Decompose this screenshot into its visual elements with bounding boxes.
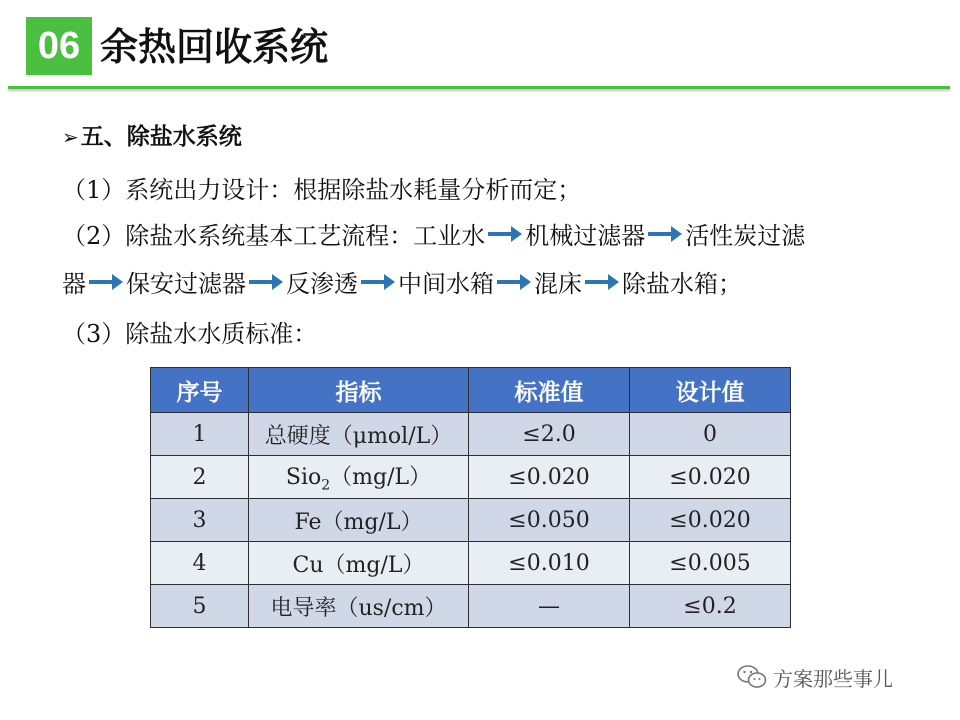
flow-arrow-icon <box>496 272 532 292</box>
item-text: 系统出力设计：根据除盐水耗量分析而定； <box>125 176 582 204</box>
cell-no: 1 <box>151 413 249 456</box>
table-row <box>151 456 791 499</box>
flow-arrow-icon <box>248 272 284 292</box>
table-header-row <box>151 368 791 413</box>
wechat-icon <box>737 664 767 690</box>
indicator-unit: （mg/L） <box>330 465 432 491</box>
table-row <box>151 499 791 542</box>
cell-standard: ≤0.050 <box>469 499 630 542</box>
column-header-standard: 标准值 <box>469 368 630 413</box>
flow-arrow-icon <box>487 224 523 244</box>
flow-step: 混床 <box>534 270 582 298</box>
indicator-subscript: 2 <box>321 477 331 494</box>
cell-no: 3 <box>151 499 249 542</box>
column-header-design: 设计值 <box>630 368 791 413</box>
arrow-bullet-icon: ➢ <box>62 125 79 149</box>
flow-step: 机械过滤器 <box>525 222 646 250</box>
column-header-indicator: 指标 <box>249 368 469 413</box>
cell-no: 2 <box>151 456 249 499</box>
table-row <box>151 542 791 585</box>
table-row <box>151 413 791 456</box>
watermark-text: 方案那些事儿 <box>773 666 893 691</box>
cell-design: ≤0.005 <box>630 542 791 585</box>
section-heading <box>62 118 242 151</box>
item-number: （2） <box>62 222 126 250</box>
cell-indicator: Fe（mg/L） <box>249 499 469 542</box>
flow-step: 器 <box>62 270 86 298</box>
flow-step: 反渗透 <box>286 270 358 298</box>
flow-step: 工业水 <box>413 222 486 250</box>
cell-standard: — <box>469 585 630 628</box>
section-number-badge: 06 <box>26 17 92 75</box>
water-quality-table <box>150 367 791 628</box>
cell-no: 4 <box>151 542 249 585</box>
flow-step: 活性炭过滤 <box>685 222 806 250</box>
flow-step: 除盐水箱 <box>622 270 718 298</box>
flow-arrow-icon <box>647 224 683 244</box>
cell-standard: ≤0.010 <box>469 542 630 585</box>
cell-design: ≤0.020 <box>630 456 791 499</box>
flow-arrow-icon <box>360 272 396 292</box>
column-header-no: 序号 <box>151 368 249 413</box>
flow-arrow-icon <box>584 272 620 292</box>
item-end-punct: ； <box>718 270 742 298</box>
cell-indicator: Cu（mg/L） <box>249 542 469 585</box>
indicator-main: Sio <box>285 465 322 491</box>
cell-standard: ≤0.020 <box>469 456 630 499</box>
item-text: 除盐水水质标准： <box>125 320 318 348</box>
cell-no: 5 <box>151 585 249 628</box>
flow-step: 中间水箱 <box>398 270 494 298</box>
item-text: 除盐水系统基本工艺流程： <box>125 222 414 250</box>
cell-design: ≤0.020 <box>630 499 791 542</box>
flow-arrow-icon <box>88 272 124 292</box>
item-number: （3） <box>62 320 126 348</box>
page-title: 余热回收系统 <box>100 25 329 69</box>
title-divider <box>8 86 950 89</box>
cell-design: 0 <box>630 413 791 456</box>
list-item-1 <box>62 170 581 205</box>
watermark <box>737 662 893 692</box>
cell-indicator: 电导率（us/cm） <box>249 585 469 628</box>
table-row <box>151 585 791 628</box>
section-heading-text: 五、除盐水系统 <box>80 124 242 150</box>
cell-indicator: 总硬度（μmol/L） <box>249 413 469 456</box>
cell-design: ≤0.2 <box>630 585 791 628</box>
list-item-2-line-1 <box>62 216 805 251</box>
cell-standard: ≤2.0 <box>469 413 630 456</box>
list-item-3 <box>62 314 317 349</box>
flow-step: 保安过滤器 <box>126 270 246 298</box>
list-item-2-line-2 <box>62 264 742 299</box>
item-number: （1） <box>62 176 126 204</box>
cell-indicator <box>249 456 469 499</box>
